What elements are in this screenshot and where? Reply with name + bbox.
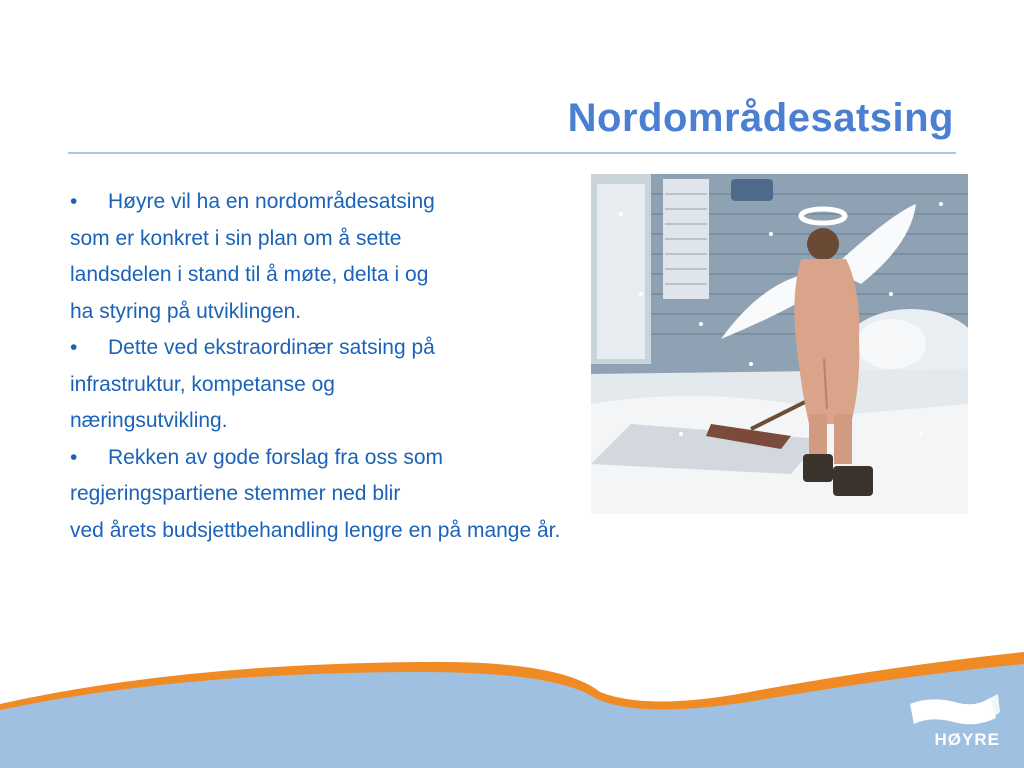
bullet-first-line: Høyre vil ha en nordområdesatsing	[108, 190, 435, 213]
slide-title: Nordområdesatsing	[567, 96, 954, 140]
continuation-line: landsdelen i stand til å møte, delta i og	[70, 263, 429, 286]
title-divider	[68, 152, 956, 154]
continuation-line: ha styring på utviklingen.	[70, 299, 302, 323]
bullet-marker: •	[70, 445, 78, 469]
bullet-first-line: Rekken av gode forslag fra oss som	[108, 445, 443, 469]
bullet-first-line: Dette ved ekstraordinær satsing på	[108, 336, 435, 359]
hoyre-logo-text: HØYRE	[934, 730, 1000, 749]
snowy-angel-photo	[591, 174, 968, 514]
continuation-line: infrastruktur, kompetanse og	[70, 372, 335, 396]
continuation-line: regjeringspartiene stemmer ned blir	[70, 482, 401, 505]
hoyre-logo[interactable]	[900, 692, 1004, 754]
photo-illustration	[591, 174, 968, 514]
bullet-marker: •	[70, 336, 78, 359]
footer-wave	[0, 640, 1024, 768]
bullet-marker: •	[70, 190, 78, 213]
continuation-line: ved årets budsjettbehandling lengre en på mange år.	[70, 518, 561, 542]
hoyre-flag-icon	[900, 692, 1004, 732]
continuation-line: som er konkret i sin plan om å sette	[70, 226, 402, 250]
continuation-line: næringsutvikling.	[70, 409, 228, 432]
